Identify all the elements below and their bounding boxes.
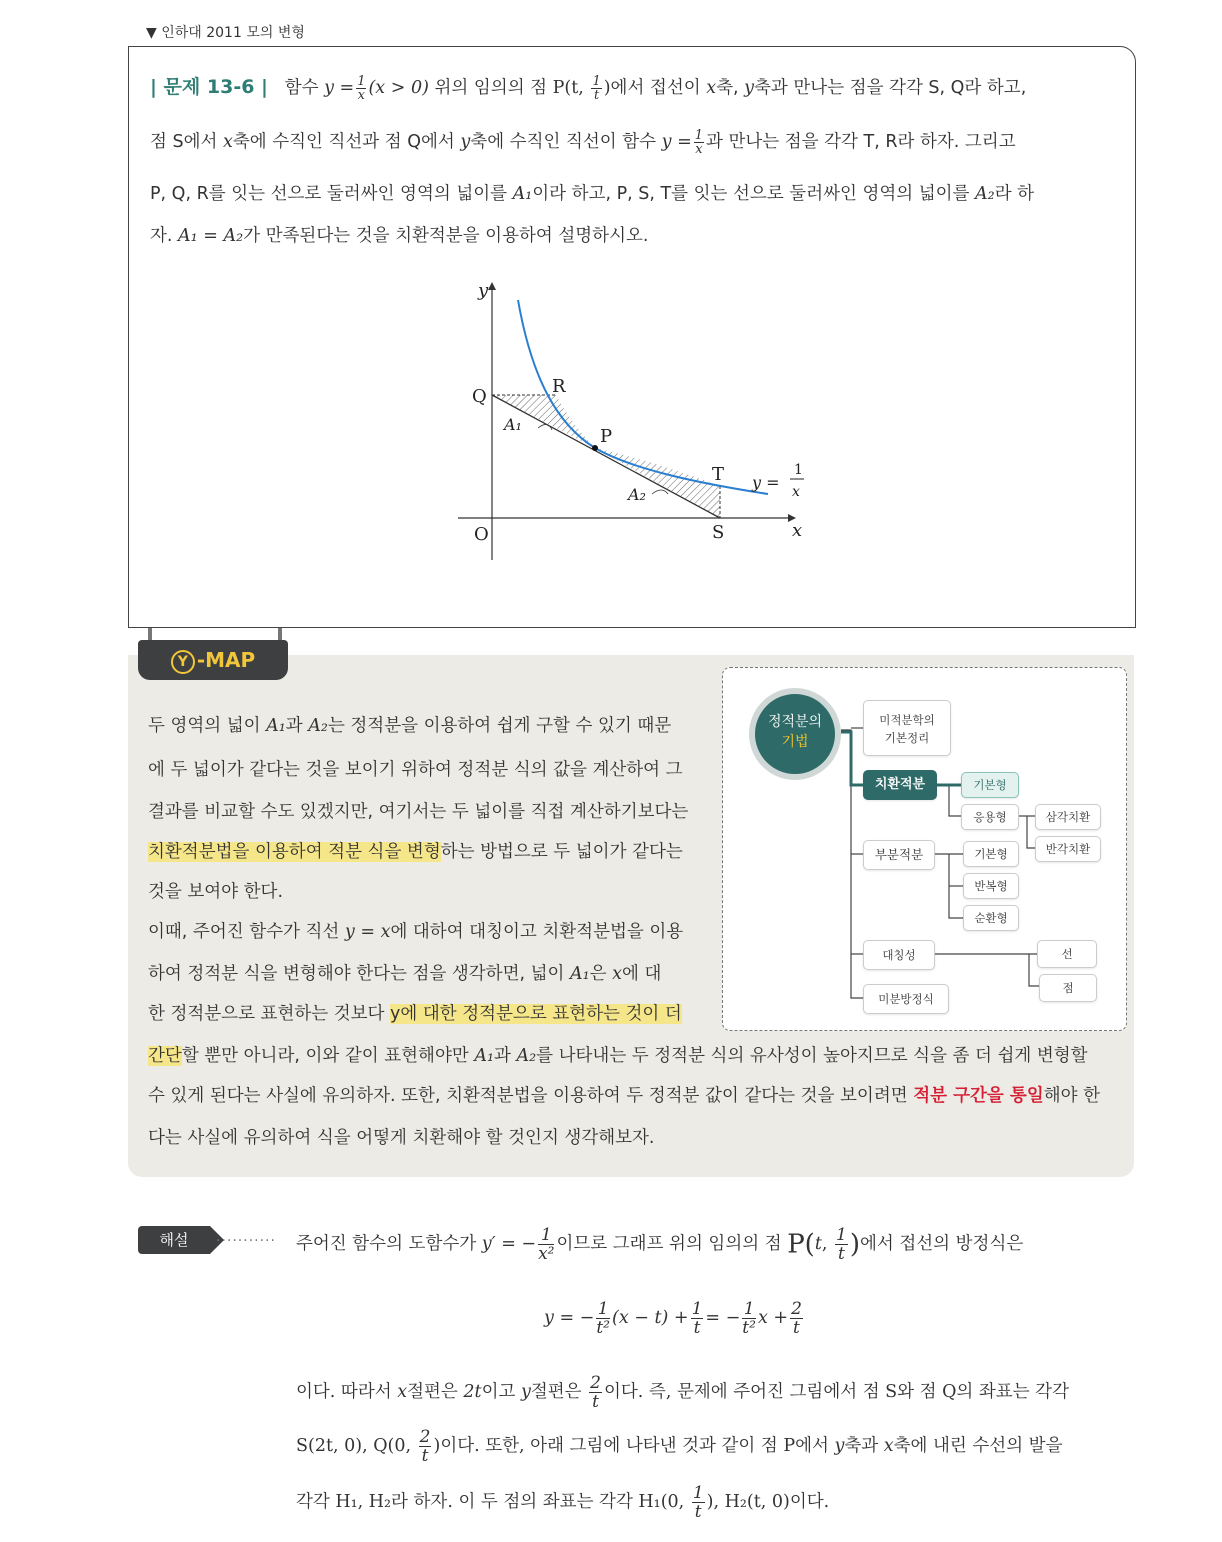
solution-tag: 해설 [138,1226,210,1254]
a1-leader [538,424,552,430]
node-line: 선 [1037,940,1097,968]
node-diffeq: 미분방정식 [863,984,949,1014]
y-axis-arrow [488,282,496,290]
ymap-line: 이때, 주어진 함수가 직선 y = x에 대하여 대칭이고 치환적분법을 이용 [148,922,684,942]
curve-num: 1 [794,462,803,478]
node-half-angle-sub: 반각치환 [1035,836,1101,862]
solution-line-2: 이다. 따라서 x절편은 2t이고 y절편은 $\frac{2}{t}$ 이다. 즉, 문제에 주어진 그림에서 점 S와 점 Q의 좌표는 각각 [296,1373,1069,1412]
highlight: 치환적분법을 이용하여 적분 식을 변형 [148,842,441,862]
text: P, Q, R를 잇는 선으로 둘러싸인 영역의 넓이를 [150,184,508,204]
solution-equation: y = − $\frac{1}{\text{t²}}$ (x − t) + $\frac{1}{t}$ = − $\frac{1}{\text{t²}}$ x + $\frac{2}{t}$ [544,1299,802,1338]
ymap-tab [138,640,288,680]
text: 가 만족된다는 것을 치환적분을 이용하여 설명하시오. [243,226,649,246]
ymap-tab-label: -MAP [196,648,256,672]
red-emphasis: 적분 구간을 통일 [913,1086,1044,1106]
problem-line-3 [150,180,1034,205]
ymap-line: 결과를 비교할 수도 있겠지만, 여기서는 두 넓이를 직접 계산하기보다는 [148,802,689,822]
math: A₂ [975,184,995,204]
node-substitution: 치환적분 [863,770,937,800]
problem-line-4 [150,222,648,247]
label-r: R [552,376,566,397]
text: 축과 만나는 점을 각각 S, Q라 하고, [754,78,1027,98]
label-q: Q [472,386,487,407]
node-sub-basic: 기본형 [961,772,1019,798]
ymap-line: 에 두 넓이가 같다는 것을 보이기 위하여 정적분 식의 값을 계산하여 그 [148,760,683,780]
text: 라 하 [994,184,1035,204]
text: 축에 수직인 직선과 점 Q에서 [232,132,455,152]
label-t: T [712,464,725,485]
text: 에서 접선이 [610,78,701,98]
problem-graph [440,270,820,570]
x-axis-label: x [792,520,803,541]
text: 축, [716,78,739,98]
math: x [706,78,717,98]
text: 위의 임의의 점 [434,78,548,98]
source-label: ▼ 인하대 2011 모의 변형 [146,25,305,41]
math: y = [661,132,692,152]
origin-label: O [474,524,489,545]
math: P(t, [552,78,584,98]
text: 함수 [284,78,319,98]
node-symmetry: 대칭성 [863,940,935,970]
node-parts: 부분적분 [863,840,935,870]
math: y [460,132,471,152]
math: A₁ [512,184,533,204]
ymap-line: 간단할 뿐만 아니라, 이와 같이 표현해야만 A₁과 A₂를 나타내는 두 정적분 식의 유사성이 높아지므로 식을 좀 더 쉽게 변형할 [148,1046,1088,1066]
ymap-line: 두 영역의 넓이 A₁과 A₂는 정적분을 이용하여 쉽게 구할 수 있기 때문 [148,716,672,736]
ymap-line: 하여 정적분 식을 변형해야 한다는 점을 생각하면, 넓이 A₁은 x에 대 [148,964,662,984]
ymap-line: 다는 사실에 유의하여 식을 어떻게 치환해야 할 것인지 생각해보자. [148,1128,655,1148]
math: ) [603,78,611,98]
node-trig-sub: 삼각치환 [1035,804,1101,830]
node-parts-basic: 기본형 [963,841,1019,867]
problem-label: | 문제 13-6 | [150,76,268,98]
curve-label: y = [752,473,780,492]
tangent-line [492,395,720,518]
label-s: S [712,522,725,543]
label-a2: A₂ [628,485,646,504]
a2-leader [652,490,668,494]
fraction: $\frac{1}{x}$ [357,73,366,103]
ymap-line: 치환적분법을 이용하여 적분 식을 변형하는 방법으로 두 넓이가 같다는 [148,842,683,862]
math: (x > 0) [368,78,429,98]
math: x [222,132,233,152]
node-parts-repeat: 반복형 [963,873,1019,899]
y-axis-label: y [478,280,489,301]
ymap-logo-icon: Y [171,650,195,674]
solution-line-3: S(2t, 0), Q(0, $\frac{2}{t}$ )이다. 또한, 아래 그림에 나타낸 것과 같이 점 P에서 y축과 x축에 내린 수선의 발을 [296,1427,1063,1466]
solution-line-1: 주어진 함수의 도함수가 y′ = − $\frac{1}{\text{x²}}$ 이므로 그래프 위의 임의의 점 P(t, $\frac{1}{t}$ )에서 접선의 방정식은 [296,1225,1024,1264]
point-p [592,445,598,451]
ymap-line: 수 있게 된다는 사실에 유의하자. 또한, 치환적분법을 이용하여 두 정적분 값이 같다는 것을 보이려면 적분 구간을 통일해야 한 [148,1086,1101,1106]
math: y [744,78,755,98]
mindmap [722,667,1127,1031]
node-parts-cycle: 순환형 [963,905,1019,931]
ymap-line: 한 정적분으로 표현하는 것보다 y에 대한 정적분으로 표현하는 것이 더 [148,1004,682,1024]
text: 점 S에서 [150,132,218,152]
node-fundamental-theorem: 미적분학의 기본정리 [863,700,951,756]
text: 이라 하고, P, S, T를 잇는 선으로 둘러싸인 영역의 넓이를 [532,184,970,204]
solution-dots: ........... [216,1229,276,1245]
text: 자. [150,226,173,246]
text: 축에 수직인 직선이 함수 [470,132,657,152]
highlight: y에 대한 정적분으로 표현하는 것이 더 [390,1004,682,1024]
label-a1: A₁ [504,415,522,434]
problem-line-2 [150,128,1016,156]
mindmap-root: 정적분의 기법 [749,688,841,780]
curve-den: x [792,484,800,500]
fraction: $\frac{1}{t}$ [592,73,601,103]
ymap-line: 것을 보여야 한다. [148,882,284,902]
math: y = [324,78,355,98]
solution-line-4: 각각 H₁, H₂라 하자. 이 두 점의 좌표는 각각 H₁(0, $\frac{1}{t}$ ), H₂(t, 0)이다. [296,1483,830,1522]
math: A₁ = A₂ [178,226,244,246]
label-p: P [600,426,613,447]
problem-line-1 [150,72,1026,102]
node-sub-applied: 응용형 [961,804,1019,830]
fraction: $\frac{1}{x}$ [694,127,704,157]
highlight: 간단 [148,1046,182,1066]
node-point: 점 [1039,974,1097,1002]
text: 과 만나는 점을 각각 T, R라 하자. 그리고 [706,132,1016,152]
